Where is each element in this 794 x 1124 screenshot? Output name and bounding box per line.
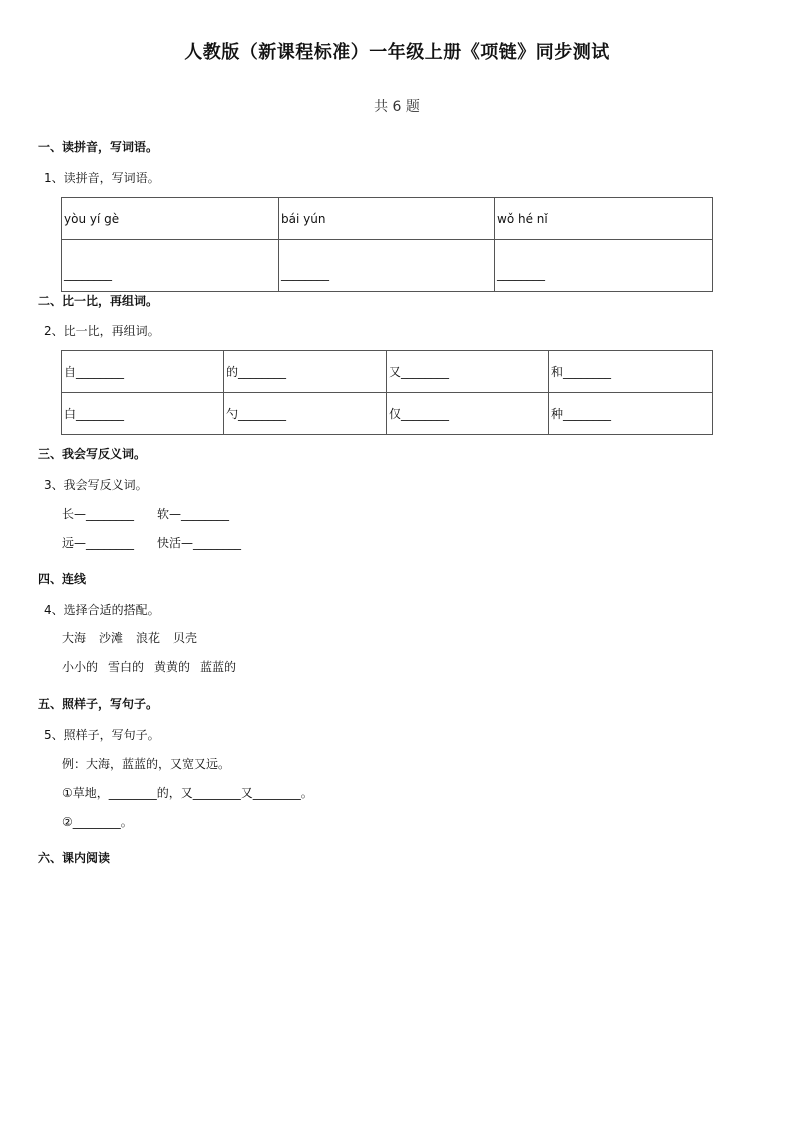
word-cell[interactable]: 仅________ (387, 393, 549, 435)
section-heading-5: 五、照样子，写句子。 (38, 697, 159, 711)
example-sentence: 例：大海，蓝蓝的，又宽又远。 (62, 757, 231, 771)
section-heading-1: 一、读拼音，写词语。 (38, 140, 159, 154)
antonym-item[interactable]: 快活—________ (157, 536, 242, 550)
answer-blank[interactable]: ________ (62, 240, 279, 292)
section-heading-6: 六、课内阅读 (38, 851, 111, 865)
antonym-item[interactable]: 软—________ (157, 507, 230, 521)
matching-nouns-row (62, 629, 197, 646)
section-heading-2: 二、比一比，再组词。 (38, 294, 159, 308)
match-noun[interactable]: 大海 (62, 631, 87, 645)
question-2: 2、比一比，再组词。 (44, 324, 160, 338)
compare-table (61, 350, 713, 435)
word-cell[interactable]: 勺________ (224, 393, 387, 435)
pinyin-table (61, 197, 713, 292)
section-heading-4: 四、连线 (38, 572, 87, 586)
sentence-item-1[interactable]: ①草地，________的，又________又________。 (62, 786, 313, 800)
question-1: 1、读拼音，写词语。 (44, 171, 160, 185)
word-cell[interactable]: 自________ (62, 351, 224, 393)
table-row (62, 393, 713, 435)
match-adjective[interactable]: 黄黄的 (154, 660, 191, 674)
word-cell[interactable]: 种________ (549, 393, 713, 435)
page-title: 人教版（新课程标准）一年级上册《项链》同步测试 (184, 42, 610, 63)
word-cell[interactable]: 的________ (224, 351, 387, 393)
word-cell[interactable]: 和________ (549, 351, 713, 393)
match-adjective[interactable]: 雪白的 (108, 660, 145, 674)
antonym-item[interactable]: 远—________ (62, 536, 135, 550)
question-5: 5、照样子，写句子。 (44, 728, 160, 742)
table-row (62, 240, 713, 292)
pinyin-cell: bái yún (279, 198, 495, 240)
table-row (62, 351, 713, 393)
match-noun[interactable]: 贝壳 (173, 631, 198, 645)
match-noun[interactable]: 浪花 (136, 631, 161, 645)
word-cell[interactable]: 白________ (62, 393, 224, 435)
antonym-item[interactable]: 长—________ (62, 507, 135, 521)
answer-blank[interactable]: ________ (495, 240, 713, 292)
match-adjective[interactable]: 蓝蓝的 (200, 660, 237, 674)
answer-blank[interactable]: ________ (279, 240, 495, 292)
word-cell[interactable]: 又________ (387, 351, 549, 393)
matching-adjectives-row (62, 658, 236, 675)
question-3: 3、我会写反义词。 (44, 478, 148, 492)
pinyin-cell: wǒ hé nǐ (495, 198, 713, 240)
match-noun[interactable]: 沙滩 (99, 631, 124, 645)
question-count: 共 6 题 (374, 99, 420, 115)
sentence-item-2[interactable]: ②________。 (62, 815, 133, 829)
section-heading-3: 三、我会写反义词。 (38, 447, 147, 461)
pinyin-cell: yòu yí gè (62, 198, 279, 240)
table-row (62, 198, 713, 240)
question-4: 4、选择合适的搭配。 (44, 603, 160, 617)
match-adjective[interactable]: 小小的 (62, 660, 99, 674)
